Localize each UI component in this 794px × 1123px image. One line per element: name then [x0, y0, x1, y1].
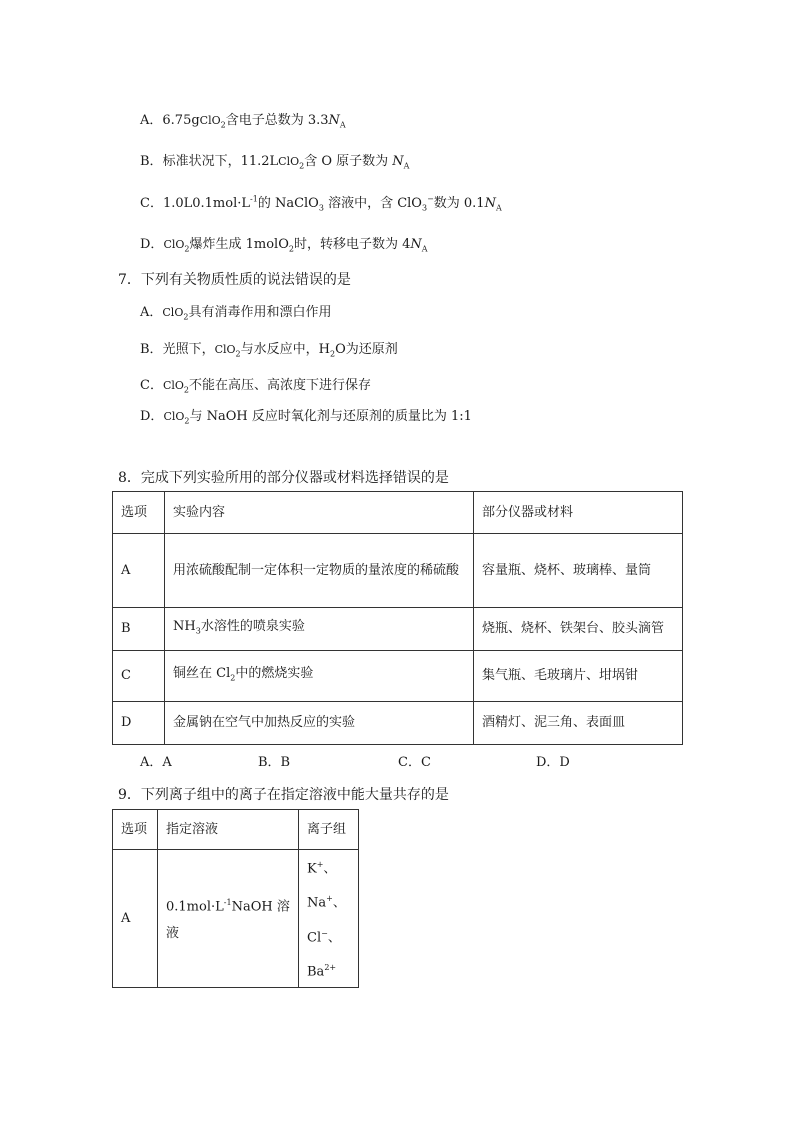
header-solution: 指定溶液 [158, 810, 299, 850]
row-option: A [113, 534, 165, 608]
q7-title: 7．下列有关物质性质的说法错误的是 [118, 272, 351, 288]
q7-option-c: C．ClO$_2$不能在高压、高浓度下进行保存 [140, 378, 372, 395]
row-option: D [113, 702, 165, 745]
row-option: B [113, 608, 165, 651]
table-row [113, 702, 683, 745]
q6-option-a: A．6.75gClO$_2$含电子总数为 $3.3N_A$ [140, 113, 346, 130]
table-row [113, 608, 683, 651]
header-ions: 离子组 [299, 810, 359, 850]
header-materials: 部分仪器或材料 [474, 492, 683, 534]
q6-option-c: C．$1.0L0.1mol\cdot L^{-1}$的 NaClO$_3$ 溶液中，含 ClO$_3$−数为 $0.1N_A$ [140, 194, 502, 213]
q7-option-b: B．光照下，ClO$_2$与水反应中，$H_2O$为还原剂 [140, 342, 398, 359]
row-solution [158, 850, 299, 988]
header-option: 选项 [113, 810, 158, 850]
table-header-row [113, 492, 683, 534]
solution-line-2: 液 [166, 925, 180, 941]
q9-title: 9．下列离子组中的离子在指定溶液中能大量共存的是 [118, 787, 449, 803]
q8-answer-b: B．B [258, 755, 291, 770]
header-option: 选项 [113, 492, 165, 534]
header-content: 实验内容 [165, 492, 474, 534]
row-materials: 烧瓶、烧杯、铁架台、胶头滴管 [474, 608, 683, 651]
table-row [113, 651, 683, 702]
q8-answer-a: A．A [140, 755, 172, 770]
row-option: C [113, 651, 165, 702]
row-content: 用浓硫酸配制一定体积一定物质的量浓度的稀硫酸 [165, 534, 474, 608]
row-content: 铜丝在 $Cl_2$中的燃烧实验 [165, 651, 474, 702]
q6-option-d: D．ClO$_2$爆炸生成 1molO$_2$时，转移电子数为 $4N_A$ [140, 237, 428, 254]
table-row [113, 534, 683, 608]
q8-answer-c: C．C [398, 755, 431, 770]
ion: $Ba^{2+}$ [307, 962, 337, 980]
row-materials: 酒精灯、泥三角、表面皿 [474, 702, 683, 745]
q6-option-b: B．标准状况下，11.2LClO$_2$含 O 原子数为 $N_A$ [140, 154, 410, 171]
row-materials: 容量瓶、烧杯、玻璃棒、量筒 [474, 534, 683, 608]
row-materials: 集气瓶、毛玻璃片、坩埚钳 [474, 651, 683, 702]
table-header-row [113, 810, 359, 850]
row-ions [299, 850, 359, 988]
q8-table [112, 491, 683, 745]
solution-line-1: $0.1mol\cdot L^{-1}NaOH$ 溶 [166, 898, 290, 915]
ion: Cl−、 [307, 928, 341, 945]
q8-title: 8．完成下列实验所用的部分仪器或材料选择错误的是 [118, 470, 449, 486]
q8-answer-d: D．D [536, 755, 570, 770]
row-option: A [113, 850, 158, 988]
q9-table [112, 809, 359, 988]
ion: K+、 [307, 860, 337, 877]
table-row [113, 850, 359, 988]
row-content: $NH_3$水溶性的喷泉实验 [165, 608, 474, 651]
ion: Na+、 [307, 894, 346, 911]
q7-option-a: A．ClO$_2$具有消毒作用和漂白作用 [140, 305, 332, 322]
row-content: 金属钠在空气中加热反应的实验 [165, 702, 474, 745]
q7-option-d: D．ClO$_2$与 NaOH 反应时氧化剂与还原剂的质量比为 1:1 [140, 409, 472, 426]
